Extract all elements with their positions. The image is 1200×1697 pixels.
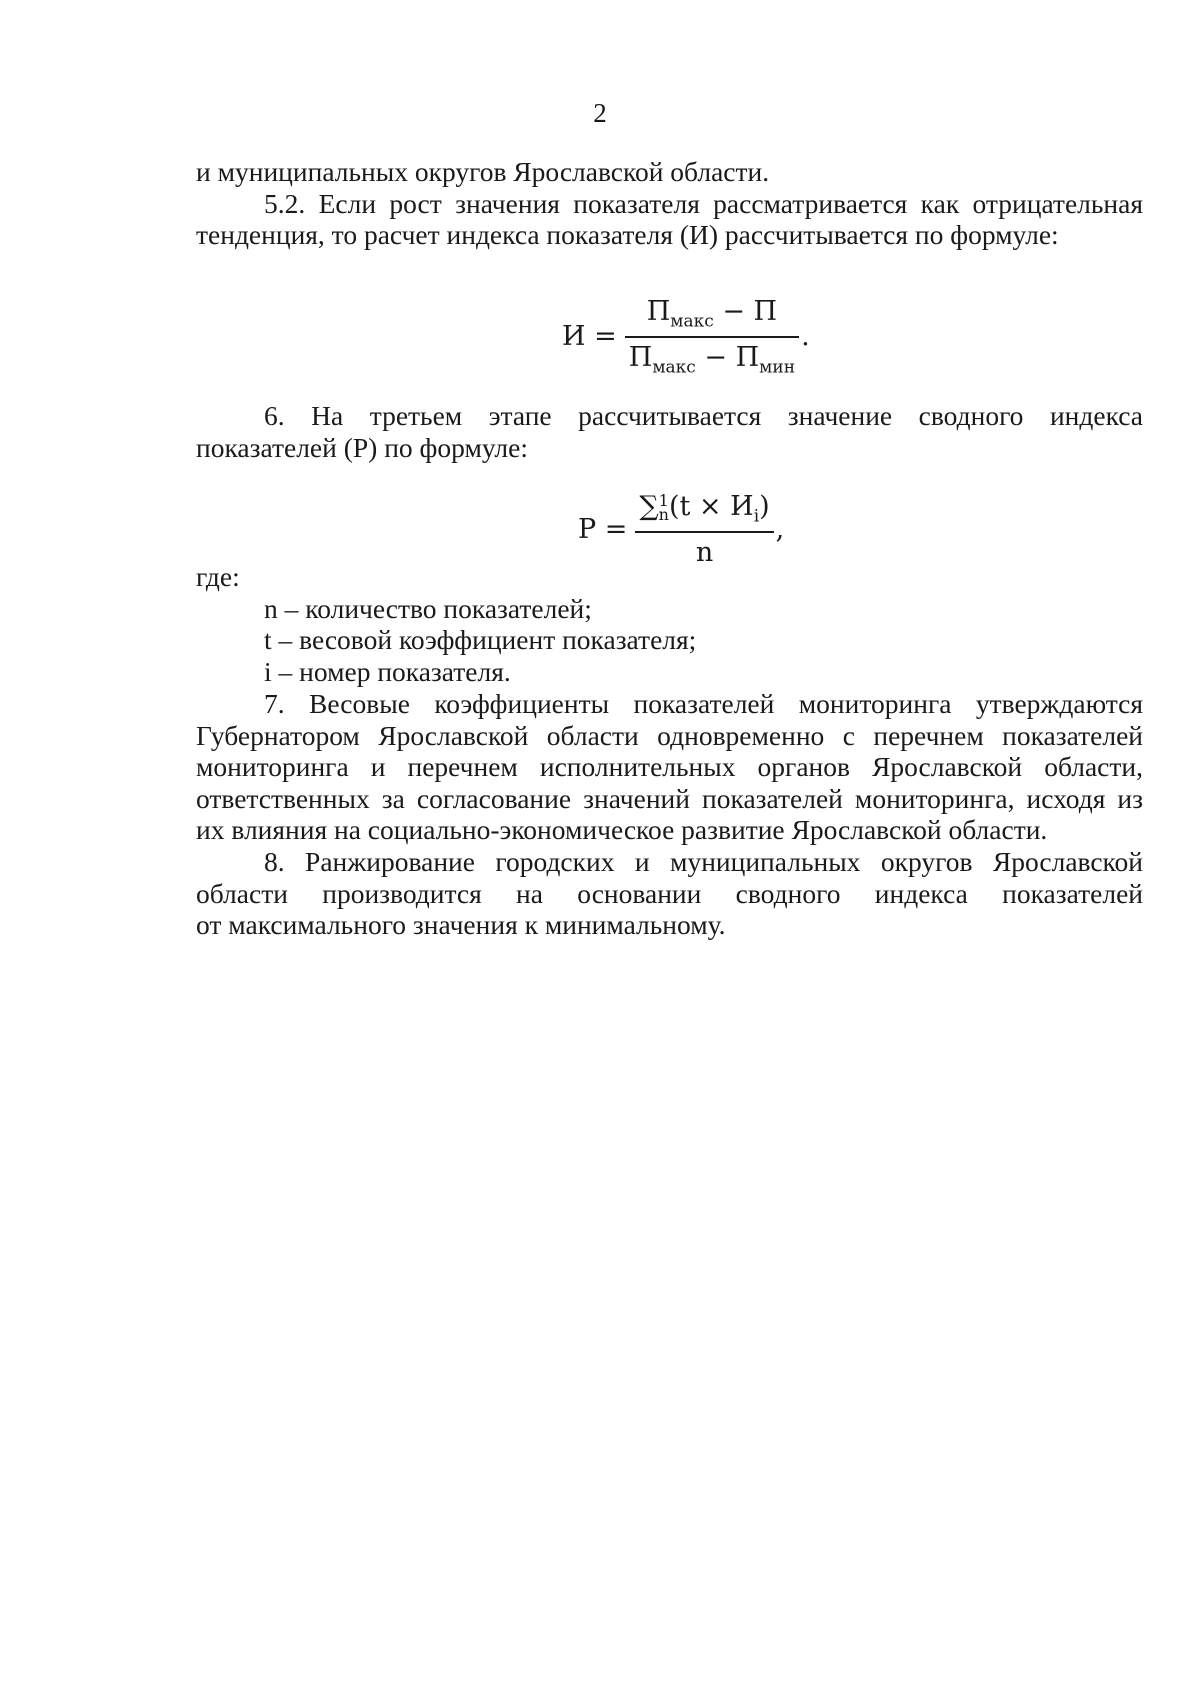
formula-denominator: n [695,537,714,569]
text-line: и муниципальных округов Ярославской области. [196,156,770,187]
paragraph-8-line-2: области производится на основании сводного индекса показателей [196,877,1143,909]
definitions-block [196,561,1143,687]
summary-index-formula [578,491,784,568]
formula-comma: , [775,514,785,546]
paragraph-7-line-2: Губернатором Ярославской области одновременно с перечнем показателей [196,719,1143,751]
definition-i: i – номер показателя. [264,655,511,687]
definition-t: t – весовой коэффициент показателя; [264,624,697,656]
paragraph-5-2-line-2: тенденция, то расчет индекса показателя (И) рассчитывается по формуле: [196,219,1059,251]
formula-fraction [625,296,799,378]
formula-numerator: $П_{макс} - П$ [625,296,799,338]
page-number: 2 [593,98,607,128]
paragraph-7-line-5: их влияния на социально-экономическое развитие Ярославской области. [196,814,1048,846]
intro-block [196,156,1143,251]
paragraph-7-line-3: мониторинга и перечнем исполнительных органов Ярославской области, [196,751,1143,783]
paragraph-8-line-1: 8. Ранжирование городских и муниципальных округов Ярославской [264,846,1143,877]
definition-n: n – количество показателей; [264,592,592,624]
formula-lhs: Р = [578,514,628,546]
formula-period: . [801,321,810,353]
formula-numerator: ∑ 1 n $(t \times И_i)$ [635,491,773,533]
formula-fraction [635,491,773,568]
where-label: где: [196,561,240,592]
paragraph-6 [196,400,1143,463]
paragraph-8-line-3: от максимального значения к минимальному. [196,909,726,941]
paragraph-7 [196,688,1143,846]
paragraph-7-line-1: 7. Весовые коэффициенты показателей мониторинга утверждаются [264,688,1143,719]
formula-denominator: $П_{макс} - П_{мин}$ [628,342,796,378]
paragraph-7-line-4: ответственных за согласование значений показателей мониторинга, исходя из [196,782,1143,814]
sum-symbol: ∑ [639,491,659,522]
paragraph-6-line-1: 6. На третьем этапе рассчитывается значение сводного индекса [264,400,1143,431]
paragraph-6-line-2: показателей (Р) по формуле: [196,431,528,463]
formula-lhs: И = [562,321,617,353]
paragraph-8 [196,846,1143,941]
index-formula [562,296,810,378]
paragraph-5-2-line-1: 5.2. Если рост значения показателя рассматривается как отрицательная [264,187,1143,219]
